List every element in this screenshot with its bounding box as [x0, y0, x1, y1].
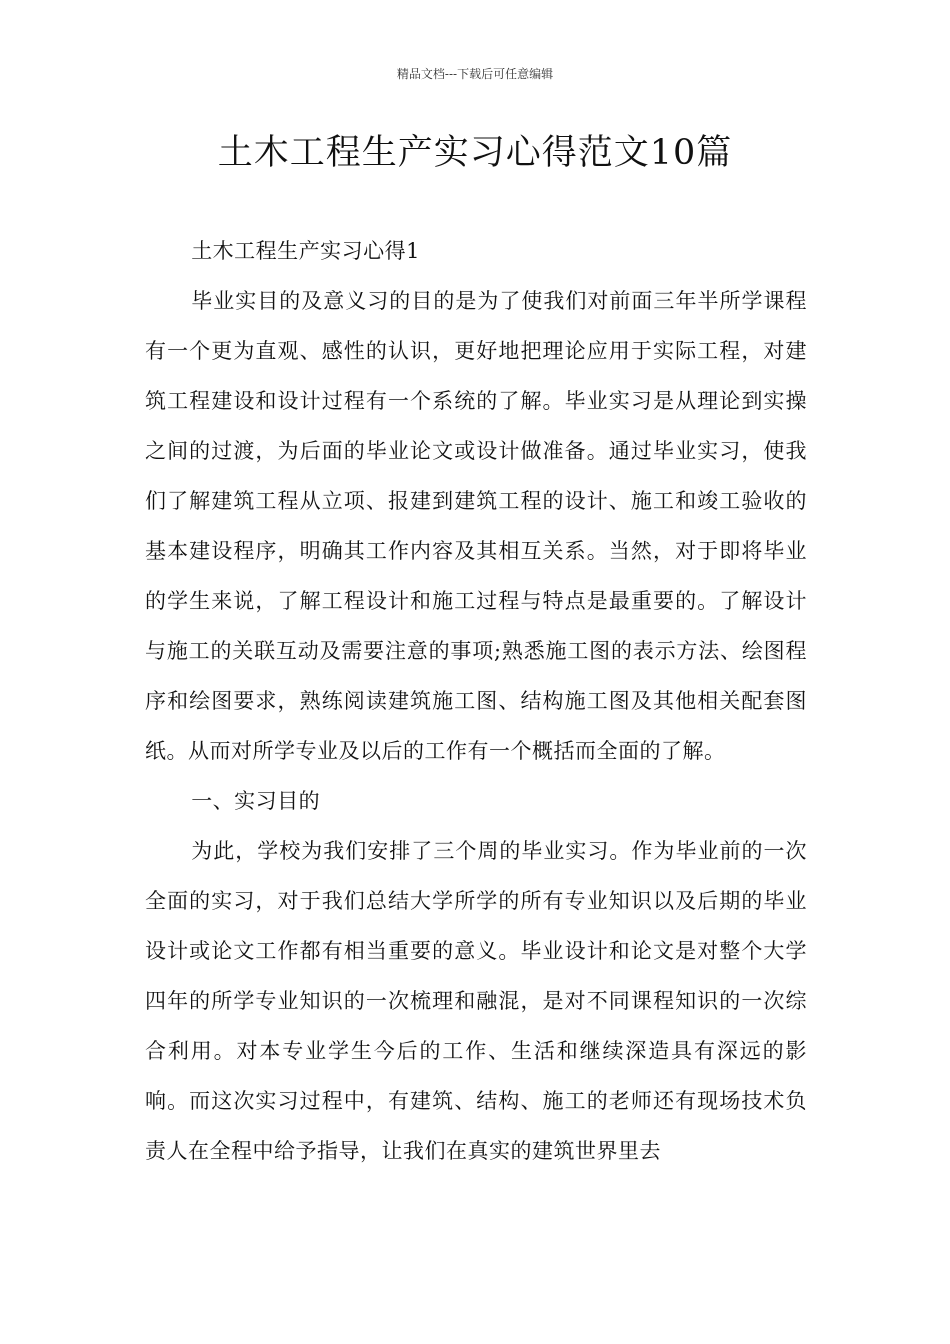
- heading-internship-purpose: 一、实习目的: [191, 789, 321, 813]
- document-title: 土木工程生产实习心得范文10篇: [217, 133, 733, 173]
- document-body: [145, 226, 807, 1176]
- section-title: 土木工程生产实习心得1: [191, 239, 421, 263]
- paragraph-intro: 毕业实目的及意义习的目的是为了使我们对前面三年半所学课程有一个更为直观、感性的认识，更好地把理论应用于实际工程，对建筑工程建设和设计过程有一个系统的了解。毕业实习是从理论到实操之间的过渡，为后面的毕业论文或设计做准备。通过毕业实习，使我们了解建筑工程从立项、报建到建筑工程的设计、施工和竣工验收的基本建设程序，明确其工作内容及其相互关系。当然，对于即将毕业的学生来说，了解工程设计和施工过程与特点是最重要的。了解设计与施工的关联互动及需要注意的事项;熟悉施工图的表示方法、绘图程序和绘图要求，熟练阅读建筑施工图、结构施工图及其他相关配套图纸。从而对所学专业及以后的工作有一个概括而全面的了解。: [145, 289, 807, 763]
- paragraph-purpose: 为此，学校为我们安排了三个周的毕业实习。作为毕业前的一次全面的实习，对于我们总结大学所学的所有专业知识以及后期的毕业设计或论文工作都有相当重要的意义。毕业设计和论文是对整个大学四年的所学专业知识的一次梳理和融混，是对不同课程知识的一次综合利用。对本专业学生今后的工作、生活和继续深造具有深远的影响。而这次实习过程中，有建筑、结构、施工的老师还有现场技术负责人在全程中给予指导，让我们在真实的建筑世界里去: [145, 839, 807, 1163]
- header-note: 精品文档---下载后可任意编辑: [396, 67, 554, 81]
